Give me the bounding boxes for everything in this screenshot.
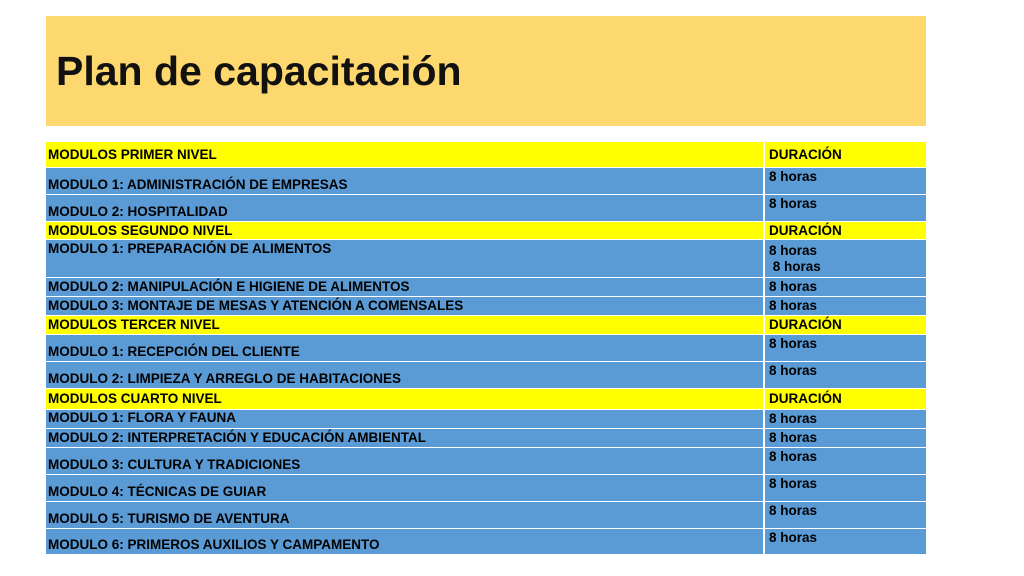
module-cell: MODULO 1: ADMINISTRACIÓN DE EMPRESAS bbox=[48, 177, 348, 192]
module-cell: MODULO 2: MANIPULACIÓN E HIGIENE DE ALIMENTOS bbox=[48, 279, 410, 294]
table-header-row bbox=[46, 222, 926, 240]
duration-header-cell: DURACIÓN bbox=[763, 316, 926, 334]
duration-header-cell: DURACIÓN bbox=[763, 142, 926, 167]
duration-cell: 8 horas bbox=[763, 195, 926, 221]
table-row bbox=[46, 240, 926, 278]
duration-cell: 8 horas bbox=[763, 502, 926, 528]
level-header-cell: MODULOS SEGUNDO NIVEL bbox=[48, 222, 233, 238]
table-row bbox=[46, 502, 926, 529]
table-row bbox=[46, 278, 926, 297]
table-row bbox=[46, 195, 926, 222]
duration-cell: 8 horas bbox=[763, 297, 926, 315]
duration-cell: 8 horas bbox=[763, 529, 926, 554]
table-header-row bbox=[46, 142, 926, 168]
module-cell: MODULO 1: PREPARACIÓN DE ALIMENTOS bbox=[48, 241, 332, 256]
module-cell: MODULO 6: PRIMEROS AUXILIOS Y CAMPAMENTO bbox=[48, 537, 380, 552]
duration-header-cell: DURACIÓN bbox=[763, 389, 926, 409]
table-row bbox=[46, 335, 926, 362]
duration-value-secondary: 8 horas bbox=[769, 258, 821, 274]
table-row bbox=[46, 475, 926, 502]
duration-header-cell: DURACIÓN bbox=[763, 222, 926, 239]
level-header-cell: MODULOS CUARTO NIVEL bbox=[48, 391, 222, 406]
level-header-cell: MODULOS PRIMER NIVEL bbox=[48, 146, 217, 162]
module-cell: MODULO 3: MONTAJE DE MESAS Y ATENCIÓN A COMENSALES bbox=[48, 298, 464, 313]
level-header-cell: MODULOS TERCER NIVEL bbox=[48, 317, 220, 332]
module-cell: MODULO 5: TURISMO DE AVENTURA bbox=[48, 511, 290, 526]
table-row bbox=[46, 410, 926, 429]
module-cell: MODULO 2: LIMPIEZA Y ARREGLO DE HABITACIONES bbox=[48, 371, 402, 386]
training-plan-table bbox=[46, 142, 926, 555]
module-cell: MODULO 2: INTERPRETACIÓN Y EDUCACIÓN AMBIENTAL bbox=[48, 430, 427, 445]
table-row bbox=[46, 529, 926, 555]
duration-cell: 8 horas bbox=[763, 410, 926, 428]
page-title: Plan de capacitación bbox=[56, 48, 462, 94]
table-row bbox=[46, 168, 926, 195]
title-band bbox=[46, 16, 926, 126]
table-row bbox=[46, 362, 926, 389]
table-row bbox=[46, 448, 926, 475]
table-header-row bbox=[46, 316, 926, 335]
module-cell: MODULO 1: RECEPCIÓN DEL CLIENTE bbox=[48, 344, 300, 359]
module-cell: MODULO 2: HOSPITALIDAD bbox=[48, 204, 228, 219]
duration-cell: 8 horas bbox=[763, 335, 926, 361]
duration-cell bbox=[763, 240, 926, 277]
duration-cell: 8 horas bbox=[763, 475, 926, 501]
module-cell: MODULO 3: CULTURA Y TRADICIONES bbox=[48, 457, 301, 472]
duration-cell: 8 horas bbox=[763, 448, 926, 474]
duration-cell: 8 horas bbox=[763, 278, 926, 296]
table-row bbox=[46, 297, 926, 316]
duration-cell: 8 horas bbox=[763, 362, 926, 388]
table-header-row bbox=[46, 389, 926, 410]
duration-cell: 8 horas bbox=[763, 429, 926, 447]
module-cell: MODULO 4: TÉCNICAS DE GUIAR bbox=[48, 484, 267, 499]
table-row bbox=[46, 429, 926, 448]
module-cell: MODULO 1: FLORA Y FAUNA bbox=[48, 410, 237, 425]
duration-cell: 8 horas bbox=[763, 168, 926, 194]
duration-value: 8 horas bbox=[769, 242, 818, 258]
